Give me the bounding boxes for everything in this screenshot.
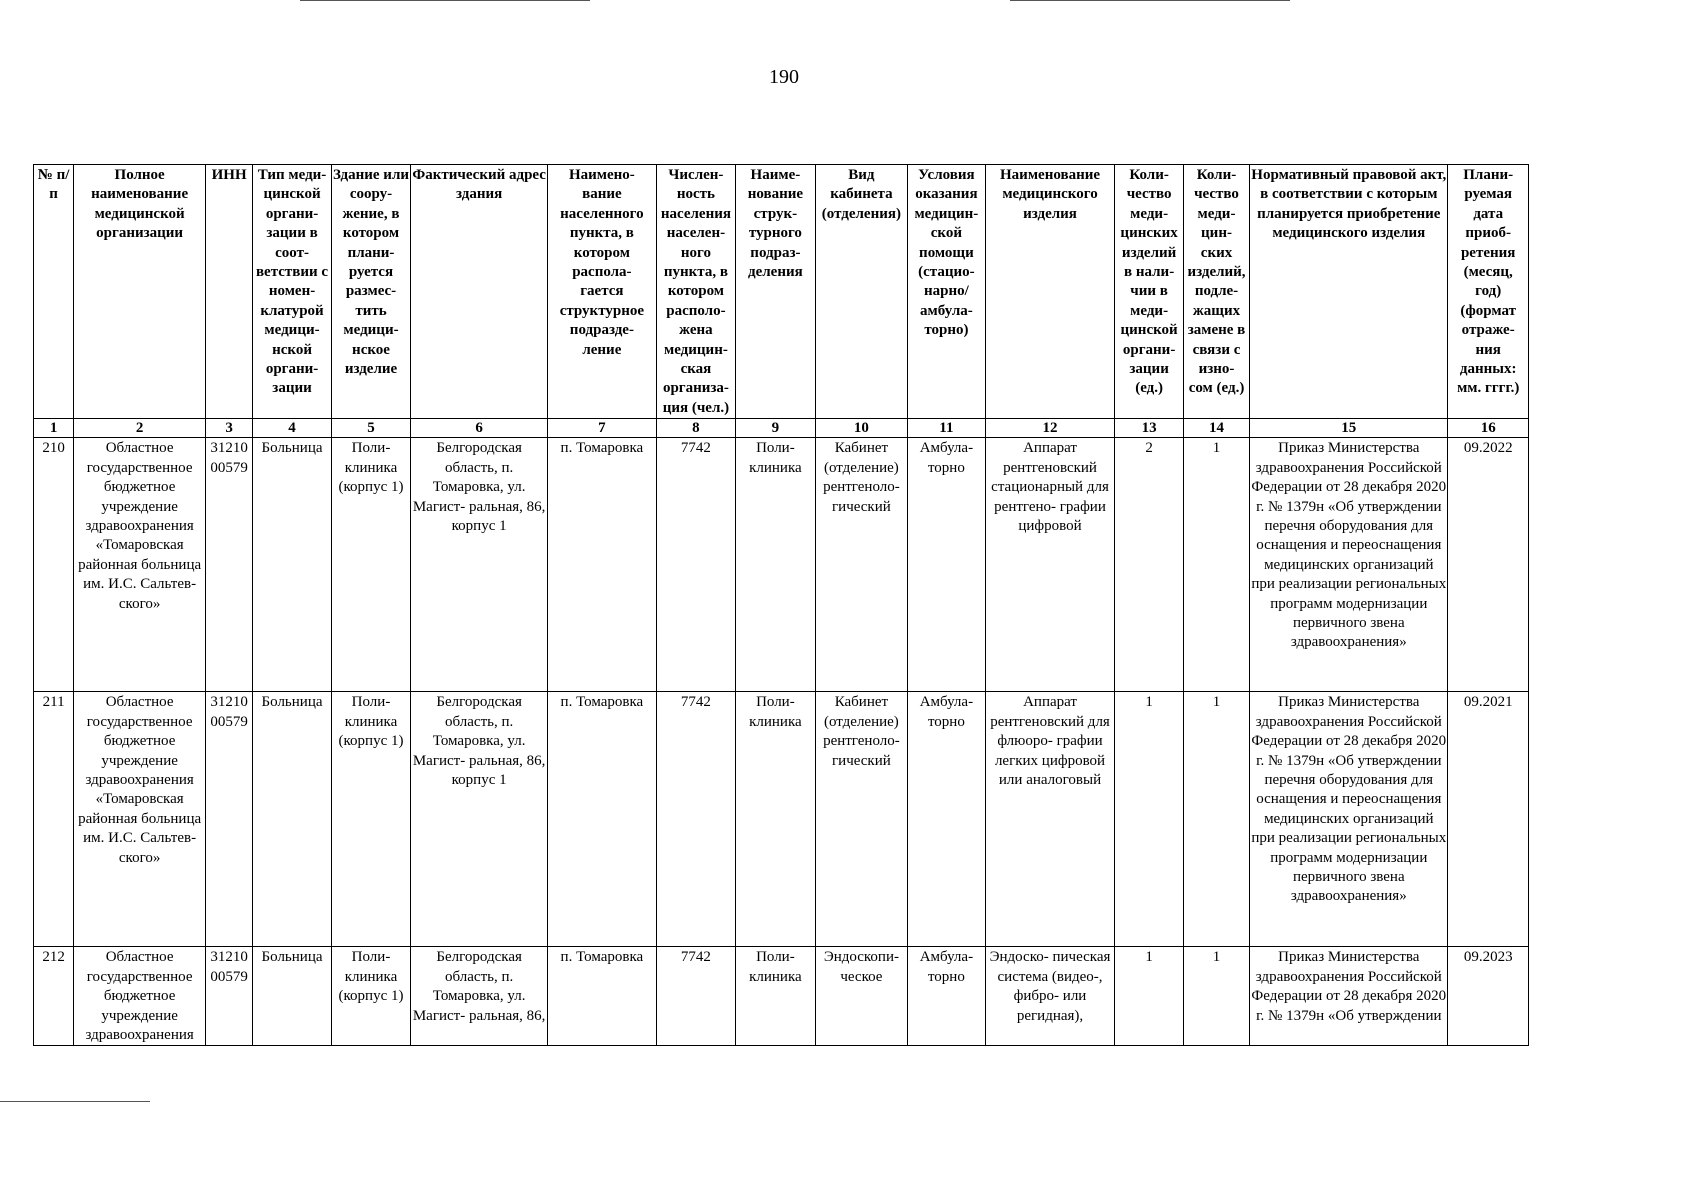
settlement: п. Томаровка	[548, 947, 657, 1046]
legal-act: Приказ Министерства здравоохранения Российской Федерации от 28 декабря 2020 г. № 1379н «Об утверждении перечня оборудования для оснащения и переоснащения медицинских организаций при реализации региональных программ модернизации первичного звена здравоохранения»	[1250, 692, 1448, 947]
planned-date: 09.2021	[1448, 692, 1529, 947]
equipment-register-table	[33, 164, 1529, 1046]
top-rule-left	[300, 0, 590, 1]
header-cell: Здание или соору- жение, в котором плани- руется размес- тить медици- нское изделие	[331, 165, 410, 419]
subdivision: Поли- клиника	[736, 438, 815, 692]
subdivision: Поли- клиника	[736, 692, 815, 947]
header-cell: Плани- руемая дата приоб- ретения (месяц, год) (формат отраже- ния данных: мм. гггг.)	[1448, 165, 1529, 419]
column-number: 5	[331, 419, 410, 438]
planned-date: 09.2023	[1448, 947, 1529, 1046]
header-cell: Коли- чество меди- цинских изделий в нали- чии в меди- цинской органи- зации (ед.)	[1115, 165, 1183, 419]
quantity-available: 1	[1115, 947, 1183, 1046]
organization-name: Областное государственное бюджетное учреждение здравоохранения «Томаровская районная больница им. И.С. Сальтев- ского»	[74, 438, 206, 692]
column-number: 2	[74, 419, 206, 438]
device-name: Аппарат рентгеновский для флюоро- графии легких цифровой или аналоговый	[985, 692, 1115, 947]
care-conditions: Амбула- торно	[908, 947, 985, 1046]
column-number: 15	[1250, 419, 1448, 438]
column-number: 13	[1115, 419, 1183, 438]
quantity-to-replace: 1	[1183, 438, 1249, 692]
column-number: 1	[34, 419, 74, 438]
planned-date: 09.2022	[1448, 438, 1529, 692]
column-number: 7	[548, 419, 657, 438]
column-number: 10	[815, 419, 908, 438]
column-number: 6	[411, 419, 548, 438]
header-cell: Числен- ность населения населен- ного пункта, в котором располо- жена медицин- ская организа- ция (чел.)	[656, 165, 735, 419]
building: Поли- клиника (корпус 1)	[331, 947, 410, 1046]
address: Белгородская область, п. Томаровка, ул. Магист- ральная, 86, корпус 1	[411, 692, 548, 947]
row-number: 211	[34, 692, 74, 947]
header-cell: Нормативный правовой акт, в соответствии с которым планируется приобретение медицинского изделия	[1250, 165, 1448, 419]
device-name: Аппарат рентгеновский стационарный для рентгено- графии цифровой	[985, 438, 1115, 692]
legal-act: Приказ Министерства здравоохранения Российской Федерации от 28 декабря 2020 г. № 1379н «Об утверждении перечня оборудования для оснащения и переоснащения медицинских организаций при реализации региональных программ модернизации первичного звена здравоохранения»	[1250, 438, 1448, 692]
address: Белгородская область, п. Томаровка, ул. Магист- ральная, 86, корпус 1	[411, 438, 548, 692]
population: 7742	[656, 692, 735, 947]
legal-act: Приказ Министерства здравоохранения Российской Федерации от 28 декабря 2020 г. № 1379н «Об утверждении	[1250, 947, 1448, 1046]
page-number: 190	[769, 66, 799, 88]
header-row	[34, 165, 1529, 419]
inn: 31210 00579	[206, 438, 253, 692]
population: 7742	[656, 947, 735, 1046]
care-conditions: Амбула- торно	[908, 438, 985, 692]
device-name: Эндоско- пическая система (видео-, фибро- или регидная),	[985, 947, 1115, 1046]
organization-name: Областное государственное бюджетное учреждение здравоохранения	[74, 947, 206, 1046]
inn: 31210 00579	[206, 692, 253, 947]
subdivision: Поли- клиника	[736, 947, 815, 1046]
column-number: 8	[656, 419, 735, 438]
header-cell: Полное наименование медицинской организации	[74, 165, 206, 419]
header-cell: Наиме- нование струк- турного подраз- деления	[736, 165, 815, 419]
settlement: п. Томаровка	[548, 692, 657, 947]
header-cell: Фактический адрес здания	[411, 165, 548, 419]
header-cell: Условия оказания медицин- ской помощи (стацио- нарно/ амбула- торно)	[908, 165, 985, 419]
column-number: 9	[736, 419, 815, 438]
header-cell: Коли- чество меди- цин- ских изделий, подле- жащих замене в связи с изно- сом (ед.)	[1183, 165, 1249, 419]
cabinet-type: Кабинет (отделение) рентгеноло- гический	[815, 692, 908, 947]
settlement: п. Томаровка	[548, 438, 657, 692]
cabinet-type: Кабинет (отделение) рентгеноло- гический	[815, 438, 908, 692]
header-cell: Тип меди- цинской органи- зации в соот- ветствии с номен- клатурой медици- нской органи- зации	[253, 165, 331, 419]
organization-name: Областное государственное бюджетное учреждение здравоохранения «Томаровская районная больница им. И.С. Сальтев- ского»	[74, 692, 206, 947]
quantity-to-replace: 1	[1183, 947, 1249, 1046]
column-number: 11	[908, 419, 985, 438]
organization-type: Больница	[253, 947, 331, 1046]
care-conditions: Амбула- торно	[908, 692, 985, 947]
row-number: 210	[34, 438, 74, 692]
inn: 31210 00579	[206, 947, 253, 1046]
column-number: 12	[985, 419, 1115, 438]
table-row	[34, 947, 1529, 1046]
table-row	[34, 692, 1529, 947]
address: Белгородская область, п. Томаровка, ул. Магист- ральная, 86,	[411, 947, 548, 1046]
column-number: 16	[1448, 419, 1529, 438]
top-rule-right	[1010, 0, 1290, 1]
column-number-row	[34, 419, 1529, 438]
row-number: 212	[34, 947, 74, 1046]
header-cell: № п/п	[34, 165, 74, 419]
table-row	[34, 438, 1529, 692]
bottom-rule	[0, 1101, 150, 1102]
organization-type: Больница	[253, 438, 331, 692]
column-number: 14	[1183, 419, 1249, 438]
population: 7742	[656, 438, 735, 692]
quantity-available: 2	[1115, 438, 1183, 692]
header-cell: Вид кабинета (отделения)	[815, 165, 908, 419]
building: Поли- клиника (корпус 1)	[331, 438, 410, 692]
building: Поли- клиника (корпус 1)	[331, 692, 410, 947]
column-number: 3	[206, 419, 253, 438]
quantity-available: 1	[1115, 692, 1183, 947]
header-cell: Наименование медицинского изделия	[985, 165, 1115, 419]
header-cell: ИНН	[206, 165, 253, 419]
organization-type: Больница	[253, 692, 331, 947]
column-number: 4	[253, 419, 331, 438]
quantity-to-replace: 1	[1183, 692, 1249, 947]
cabinet-type: Эндоскопи- ческое	[815, 947, 908, 1046]
header-cell: Наимено- вание населенного пункта, в котором распола- гается структурное подразде- ление	[548, 165, 657, 419]
